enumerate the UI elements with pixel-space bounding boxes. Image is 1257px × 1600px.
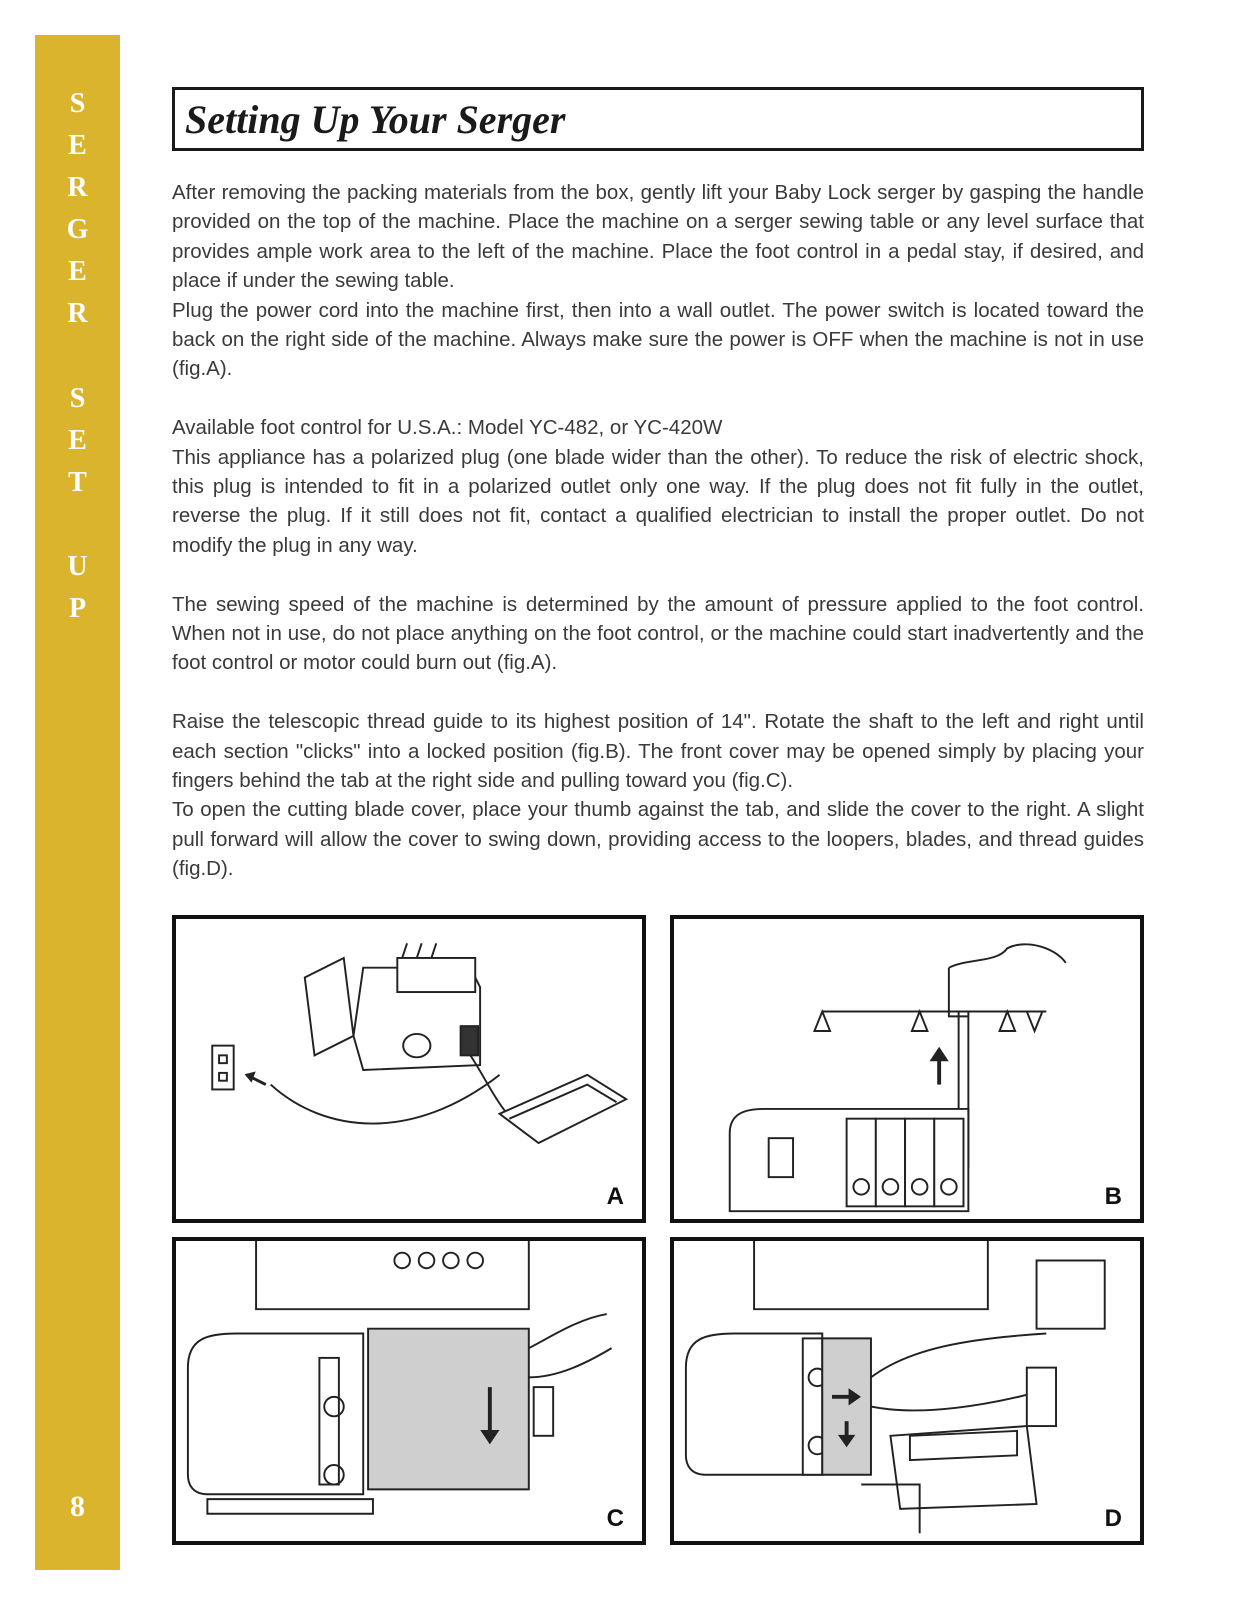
page-number: 8 <box>70 1490 85 1523</box>
tab-letter: E <box>68 130 87 161</box>
figure-c <box>172 1237 646 1545</box>
figure-label: B <box>1104 1183 1122 1210</box>
tab-letter: R <box>67 172 88 203</box>
paragraph: After removing the packing materials from the box, gently lift your Baby Lock serger by gasping the handle provided on the top of the machine. Place the machine on a serger sewing table or any level surface that provides ample work area to the left of the machine. Place the foot control in a pedal stay, if desired, and place if under the sewing table. <box>172 181 1144 293</box>
paragraph: This appliance has a polarized plug (one blade wider than the other). To reduce the risk of electric shock, this plug is intended to fit in a polarized outlet only one way. If the plug does not fit fully in the outlet, reverse the plug. If it still does not fit, contact a qualified electrician to install the proper outlet. Do not modify the plug in any way. <box>172 445 1144 557</box>
page-title: Setting Up Your Serger <box>185 97 566 142</box>
figure-label: D <box>1104 1505 1122 1532</box>
paragraph: Plug the power cord into the machine first, then into a wall outlet. The power switch is located toward the back on the right side of the machine. Always make sure the power is OFF when the machine is not in use (fig.A). <box>172 298 1144 381</box>
tab-letter: S <box>69 383 86 414</box>
title-box <box>172 87 1144 151</box>
tab-letter: R <box>67 298 88 329</box>
figure-label: C <box>606 1505 624 1532</box>
tab-letter: S <box>69 88 86 119</box>
paragraph: Available foot control for U.S.A.: Model YC-482, or YC-420W <box>172 416 723 440</box>
tab-letter: E <box>68 256 87 287</box>
figure-b-illustration <box>674 919 1140 1219</box>
tab-letter: T <box>68 467 87 498</box>
figure-a <box>172 915 646 1223</box>
side-section-tab <box>35 35 120 1570</box>
tab-letter: E <box>68 425 87 456</box>
tab-letter: P <box>68 593 87 624</box>
figure-d-illustration <box>674 1241 1140 1541</box>
figure-c-illustration <box>176 1241 642 1541</box>
figure-b <box>670 915 1144 1223</box>
tab-letter: G <box>66 214 89 245</box>
figure-label: A <box>606 1183 624 1210</box>
paragraph: To open the cutting blade cover, place your thumb against the tab, and slide the cover to the right. A slight pull forward will allow the cover to swing down, providing access to the loopers, blades, and thread guides (fig.D). <box>172 798 1144 881</box>
figure-a-illustration <box>176 919 642 1219</box>
paragraph: Raise the telescopic thread guide to its highest position of 14". Rotate the shaft to the left and right until each section "clicks" into a locked position (fig.B). The front cover may be opened simply by placing your fingers behind the tab at the right side and pulling toward you (fig.C). <box>172 710 1144 793</box>
paragraph: The sewing speed of the machine is determined by the amount of pressure applied to the foot control. When not in use, do not place anything on the foot control, or the machine could start inadvertently and the foot control or motor could burn out (fig.A). <box>172 592 1144 675</box>
body-text <box>172 178 1144 884</box>
figure-d <box>670 1237 1144 1545</box>
tab-letter: U <box>67 551 88 582</box>
